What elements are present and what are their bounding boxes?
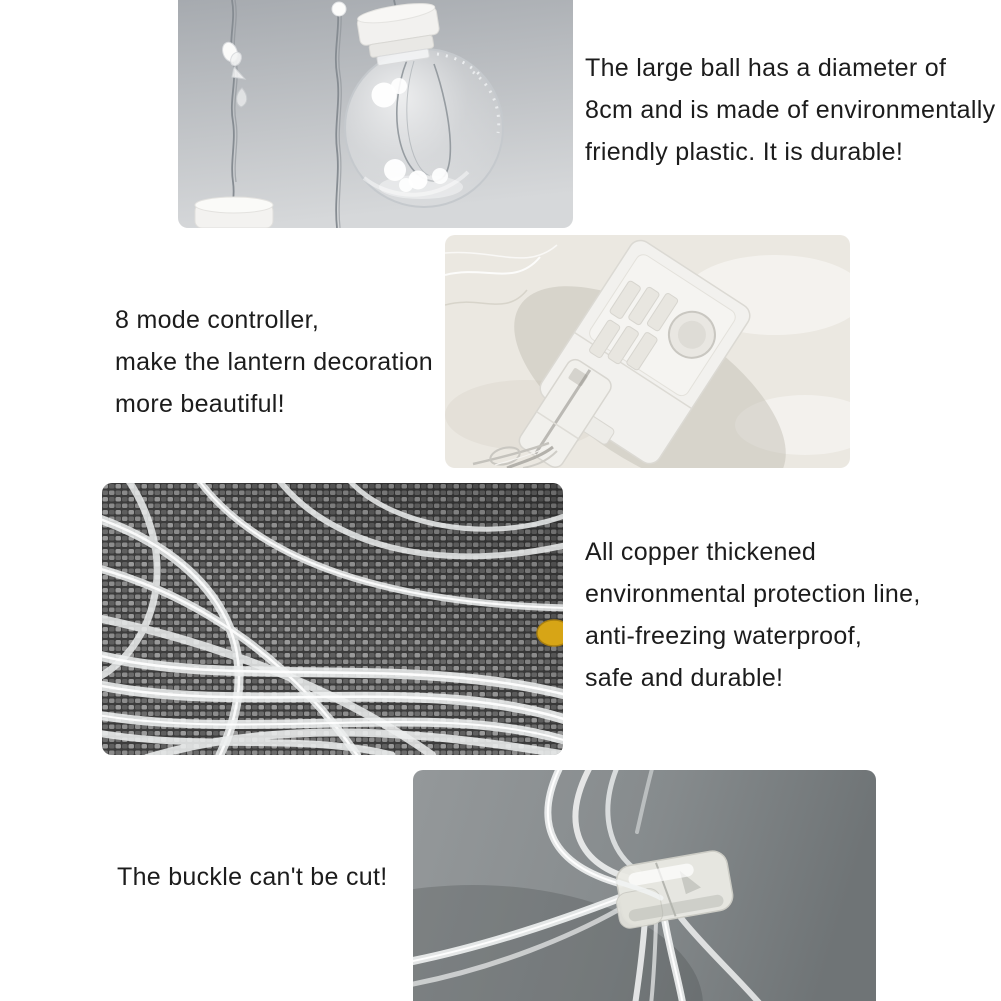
wishing-ball-illustration: [178, 0, 573, 228]
caption-buckle: [117, 856, 387, 898]
caption-line: All copper thickened: [585, 538, 817, 566]
photo-buckle-closeup: [413, 770, 876, 1001]
caption-line: friendly plastic. It is durable!: [585, 138, 904, 166]
led-bead-top: [332, 2, 346, 16]
caption-line: The large ball has a diameter of: [585, 54, 947, 82]
caption-large-ball: [585, 47, 995, 173]
caption-copper-wire: [585, 531, 921, 699]
caption-line: safe and durable!: [585, 664, 784, 692]
caption-line: 8cm and is made of environmentally: [585, 96, 996, 124]
photo-mode-controller: [445, 235, 850, 468]
controller-illustration: [445, 235, 850, 468]
photo-wishing-ball-lights: [178, 0, 573, 228]
caption-controller: [115, 299, 433, 425]
photo-copper-wire-strands: [102, 483, 563, 755]
caption-line: more beautiful!: [115, 390, 285, 418]
caption-line: environmental protection line,: [585, 580, 921, 608]
wire-strands-illustration: [102, 483, 563, 755]
caption-line: 8 mode controller,: [115, 306, 320, 334]
bottom-cap: [195, 197, 273, 228]
buckle-illustration: [413, 770, 876, 1001]
caption-line: anti-freezing waterproof,: [585, 622, 863, 650]
caption-line: The buckle can't be cut!: [117, 863, 388, 891]
caption-line: make the lantern decoration: [115, 348, 434, 376]
yellow-connector: [537, 620, 563, 646]
